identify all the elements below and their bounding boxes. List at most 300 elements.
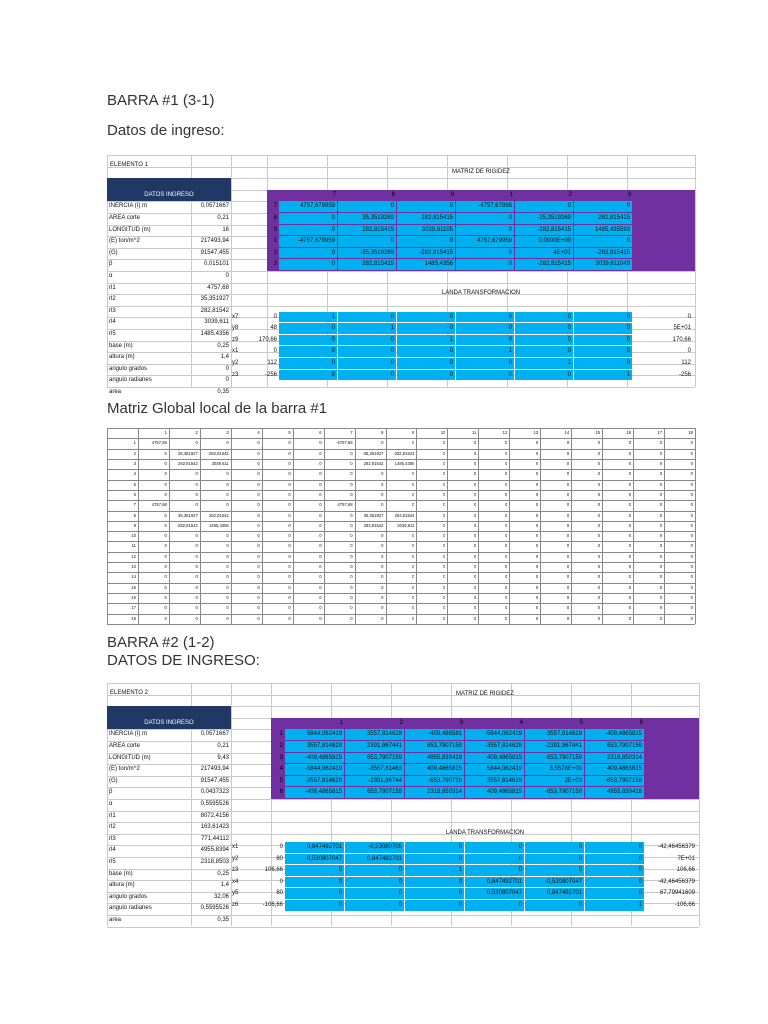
global-cell: 0 [474, 491, 477, 497]
dof-label: x1 [232, 843, 239, 850]
matrix-row-header: 7 [273, 203, 277, 210]
global-cell: 0 [597, 553, 601, 559]
matrix-cell: -2391,967441 [544, 743, 582, 749]
global-cell: 3039,611 [211, 460, 229, 466]
landa-cell: 0 [458, 855, 462, 862]
global-cell: 0 [195, 584, 198, 590]
global-cell: 0 [690, 553, 693, 559]
global-col-header: 18 [688, 430, 693, 435]
global-cell: 0 [597, 615, 601, 621]
param-value: 3039,611 [204, 319, 229, 326]
param-label: β [109, 261, 113, 268]
landa-cell: 0 [458, 901, 462, 908]
param-label: area [109, 917, 122, 923]
global-cell: 0 [257, 440, 260, 446]
param-value: 35,351927 [200, 296, 229, 303]
param-label: base (m) [109, 870, 133, 877]
spreadsheet-barra-2 [107, 683, 699, 926]
global-cell: 0 [535, 533, 539, 539]
landa-cell: 0 [331, 325, 335, 332]
global-cell: 0 [319, 584, 322, 590]
dof-value: 0 [273, 348, 277, 355]
global-cell: 0 [690, 605, 693, 611]
landa-cell: 0 [638, 855, 642, 862]
global-cell: 0 [659, 543, 663, 549]
grid-line [107, 927, 699, 928]
landa-cell: 0 [638, 890, 642, 897]
matrix-cell: -282,815415 [537, 261, 571, 268]
dof-value: 112 [267, 360, 277, 366]
global-cell: 0 [288, 605, 291, 611]
global-cell: 0 [257, 471, 260, 477]
matrix-cell: 3557,814628 [486, 777, 522, 784]
matrix-col-header: 2 [399, 719, 403, 726]
global-cell: 0 [474, 512, 477, 518]
global-cell: 0 [350, 615, 353, 621]
global-cell: 0 [319, 553, 322, 559]
global-cell: 0 [535, 460, 539, 466]
global-cell: 0 [319, 543, 322, 549]
global-cell: 0 [566, 574, 570, 580]
global-cell: 0 [443, 481, 446, 487]
matrix-cell: -653,7907159 [544, 789, 582, 796]
matrix-cell: 0 [567, 203, 571, 210]
dof-label: y8 [232, 325, 239, 332]
dof-label: x1 [232, 348, 239, 355]
global-cell: 0 [659, 615, 663, 621]
matrix-cell: -282,815415 [596, 249, 630, 256]
matrix-cell: 0 [508, 261, 512, 268]
global-cell: 0 [226, 502, 229, 508]
global-col-header: 13 [533, 430, 539, 435]
global-cell: 0 [504, 471, 508, 477]
matrix-cell: 3557,814628 [366, 731, 402, 738]
matrix-cell: 0 [331, 261, 335, 268]
landa-cell: 0 [331, 360, 335, 366]
matrix-cell: 282,815415 [421, 215, 453, 221]
global-cell: 0 [319, 450, 322, 456]
global-cell: 0 [164, 564, 167, 570]
matrix-cell: -3557,814628 [484, 743, 522, 749]
landa-cell: 0 [508, 325, 512, 332]
global-cell: 282,81542 [394, 512, 415, 518]
global-cell: 0 [597, 471, 601, 477]
global-cell: 0 [474, 595, 477, 601]
global-cell: 0 [628, 584, 632, 590]
global-cell: 0 [535, 553, 539, 559]
global-col-header: 6 [319, 430, 322, 435]
global-row-header: 9 [133, 522, 136, 528]
landa-cell: 0 [508, 360, 512, 366]
matrix-cell: 653,7907159 [366, 754, 402, 761]
result-value: -106,66 [674, 901, 695, 908]
global-cell: 0 [226, 584, 229, 590]
landa-cell: 0 [578, 855, 582, 862]
param-value: 282,81542 [200, 307, 229, 314]
global-cell: 0 [474, 450, 477, 456]
matrix-cell: 0 [626, 238, 630, 245]
global-cell: 0 [504, 481, 508, 487]
global-cell: 0 [350, 481, 353, 487]
global-cell: 0 [381, 553, 384, 559]
matrix-cell: 35,3519269 [362, 215, 394, 221]
global-cell: 0 [566, 564, 570, 570]
landa-cell: 0,847492701 [306, 843, 342, 850]
global-cell: 1485,4356 [208, 522, 229, 528]
global-cell: 0 [474, 605, 477, 611]
grid-line [699, 683, 700, 926]
global-cell: 0 [319, 564, 322, 570]
global-cell: 0 [535, 564, 539, 570]
global-cell: 0 [164, 450, 167, 456]
param-label: (G) [109, 249, 118, 256]
landa-cell: 0 [638, 843, 642, 850]
global-row-header: 4 [133, 471, 136, 477]
global-cell: 0 [350, 512, 353, 518]
global-cell: 0 [628, 450, 632, 456]
global-cell: 0 [443, 512, 446, 518]
global-cell: 0 [164, 512, 167, 518]
param-label: rl2 [109, 296, 116, 303]
matrix-cell: 282,815415 [362, 261, 394, 268]
global-cell: 282,81542 [178, 460, 198, 466]
global-cell: 0 [226, 440, 229, 446]
global-cell: 0 [350, 460, 353, 466]
global-cell: 0 [412, 471, 415, 477]
param-label: AREA corte [109, 743, 141, 749]
global-row-header: 2 [133, 450, 136, 456]
matrix-row-header: 4 [279, 766, 283, 773]
global-cell: 0 [628, 615, 632, 621]
global-cell: 0 [350, 584, 353, 590]
matrix-row-header: 2 [273, 249, 277, 256]
global-cell: 0 [690, 574, 693, 580]
global-cell: 0 [474, 481, 477, 487]
global-cell: 0 [597, 584, 601, 590]
landa-cell: 0 [331, 371, 335, 378]
global-cell: 0 [566, 440, 570, 446]
param-value: 9,43 [217, 754, 229, 761]
landa-cell: 0,847492701 [366, 855, 402, 862]
global-row-header: 8 [133, 512, 136, 518]
global-cell: 0 [566, 533, 570, 539]
global-cell: 0 [690, 450, 693, 456]
global-cell: 0 [350, 553, 353, 559]
landa-cell: 0 [390, 313, 394, 320]
global-cell: 0 [257, 574, 260, 580]
global-cell: 0 [659, 564, 663, 570]
param-value: 0,0571667 [200, 731, 229, 738]
global-cell: 0 [257, 533, 260, 539]
matrix-cell: 3039,611049 [595, 261, 630, 268]
global-cell: 0 [690, 543, 693, 549]
global-cell: 0 [659, 440, 663, 446]
matrix-cell: 409,4865815 [486, 754, 522, 761]
matrix-cell: 5844,062419 [486, 766, 522, 773]
global-col-header: 1 [164, 430, 167, 435]
global-cell: 0 [288, 481, 291, 487]
matrix-cell: 3039,61105 [421, 226, 453, 233]
global-cell: 0 [288, 543, 291, 549]
matrix-cell: 282,815415 [598, 215, 630, 221]
matrix-cell: -5844,062419 [304, 766, 342, 773]
global-cell: 0 [690, 615, 693, 621]
global-cell: 0 [226, 564, 229, 570]
result-value: 106,66 [676, 867, 695, 874]
global-cell: 0 [628, 595, 632, 601]
global-col-header: 4 [257, 430, 260, 435]
landa-cell: 1 [449, 336, 453, 343]
global-row-header: 15 [131, 584, 136, 590]
global-col-header: 16 [626, 430, 632, 435]
global-cell: 0 [288, 460, 291, 466]
grid-line [107, 683, 699, 684]
global-cell: 0 [319, 522, 322, 528]
global-col-header: 8 [381, 430, 384, 435]
matrix-cell: 409,4865815 [486, 789, 522, 796]
landa-cell: 0 [567, 371, 571, 378]
global-cell: 0 [381, 491, 384, 497]
matrix-cell: -2391,96744 [368, 777, 402, 784]
landa-cell: 0 [398, 867, 402, 874]
matrix-cell: -4757,679959 [297, 238, 335, 245]
landa-cell: 0 [338, 878, 342, 885]
global-cell: 0 [504, 595, 508, 601]
global-cell: 0 [504, 522, 508, 528]
global-cell: 0 [628, 502, 632, 508]
param-value: 4955,8394 [200, 847, 229, 854]
global-cell: 0 [350, 491, 353, 497]
landa-cell: 0 [518, 843, 522, 850]
dof-label: z3 [232, 371, 239, 378]
global-cell: 0 [164, 491, 167, 497]
global-cell: 35,351927 [363, 512, 384, 518]
global-cell: 0 [257, 491, 260, 497]
param-label: base (m) [109, 342, 133, 349]
global-row-header: 13 [131, 564, 136, 570]
global-cell: 0 [628, 522, 632, 528]
global-cell: 0 [350, 471, 353, 477]
global-cell: 0 [690, 440, 693, 446]
grid-line [695, 428, 696, 624]
dof-value: 80 [276, 855, 283, 862]
dof-label: x7 [232, 313, 239, 320]
global-col-header: 2 [195, 430, 198, 435]
global-cell: 0 [350, 543, 353, 549]
global-cell: 0 [535, 522, 539, 528]
global-cell: 4757,68 [151, 502, 167, 508]
param-value: 0,015101 [203, 261, 229, 268]
global-cell: 0 [381, 595, 384, 601]
param-value: 1,4 [220, 882, 229, 889]
global-cell: 0 [257, 481, 260, 487]
global-cell: 0 [257, 605, 260, 611]
global-cell: 0 [164, 543, 167, 549]
global-cell: 0 [504, 450, 508, 456]
global-cell: 0 [226, 471, 229, 477]
dof-label: z3 [232, 867, 239, 874]
landa-cell: 0 [518, 901, 522, 908]
result-value: 7E+01 [677, 855, 695, 862]
global-cell: 0 [288, 564, 291, 570]
global-cell: 0 [659, 450, 663, 456]
matrix-cell: 3,5578E+03 [549, 766, 582, 773]
global-cell: 0 [597, 512, 601, 518]
global-cell: 0 [628, 543, 632, 549]
param-label: angulo grados [109, 893, 148, 900]
param-value: 0,0571667 [200, 203, 229, 210]
param-value: 0 [225, 377, 229, 384]
global-cell: 0 [288, 574, 291, 580]
global-cell: 0 [690, 512, 693, 518]
global-cell: 0 [350, 595, 353, 601]
param-label: altura (m) [109, 882, 135, 889]
datos-title: DATOS INGRESO [144, 191, 194, 198]
global-cell: 0 [443, 543, 446, 549]
global-cell: -35,351927 [362, 450, 384, 456]
transform-title: LANDA TRANSFORMACION [445, 830, 525, 836]
global-cell: 282,81542 [363, 460, 384, 466]
landa-cell: 0 [390, 348, 394, 355]
global-cell: 0 [257, 553, 260, 559]
grid-line [107, 624, 695, 625]
global-cell: 0 [474, 553, 477, 559]
param-value: 0,0437323 [200, 789, 229, 796]
global-cell: 0 [566, 553, 570, 559]
matrix-col-header: 8 [391, 191, 395, 198]
dof-value: 106,66 [264, 867, 283, 874]
landa-cell: 0 [578, 843, 582, 850]
global-cell: 0 [381, 543, 384, 549]
global-cell: 0 [690, 564, 693, 570]
global-cell: 0 [319, 533, 322, 539]
global-cell: 0 [195, 533, 198, 539]
global-cell: 0 [412, 543, 415, 549]
global-cell: 0 [195, 553, 198, 559]
global-cell: 0 [443, 440, 446, 446]
global-cell: 0 [288, 450, 291, 456]
param-label: (G) [109, 777, 118, 784]
landa-cell: 0 [626, 313, 630, 320]
global-cell: 0 [195, 440, 198, 446]
landa-cell: 0,530807047 [486, 890, 522, 897]
dof-label: y2 [232, 360, 239, 366]
matrix-cell: 0 [449, 238, 453, 245]
result-value: -42,46456379 [657, 878, 695, 885]
landa-cell: 0 [338, 901, 342, 908]
global-cell: 0 [288, 471, 291, 477]
global-cell: 0 [690, 471, 693, 477]
matrix-col-header: 3 [459, 719, 463, 726]
global-cell: 0 [566, 615, 570, 621]
param-label: area [109, 389, 122, 395]
global-cell: 0 [597, 460, 601, 466]
global-cell: 0 [597, 491, 601, 497]
param-label: INERCIA (I) m [109, 731, 148, 738]
dof-value: 80 [276, 890, 283, 897]
global-cell: 0 [504, 615, 508, 621]
global-cell: 0 [350, 605, 353, 611]
global-cell: 0 [443, 574, 446, 580]
global-matrix-grid [107, 428, 695, 624]
global-cell: 0 [566, 584, 570, 590]
param-value: 16 [222, 226, 229, 233]
matrix-cell: 1485,435593 [594, 226, 630, 233]
param-label: rl3 [109, 307, 116, 314]
param-label: rl4 [109, 847, 116, 854]
global-cell: 0 [628, 512, 632, 518]
result-value: 112 [681, 360, 691, 366]
global-cell: 0 [628, 440, 632, 446]
global-cell: 0 [195, 471, 198, 477]
global-cell: 0 [474, 460, 477, 466]
param-value: 771,44112 [201, 835, 229, 842]
global-cell: 0 [381, 502, 384, 508]
param-value: 0,5595526 [200, 905, 229, 912]
global-cell: -4757,68 [336, 440, 353, 446]
global-cell: 0 [597, 574, 601, 580]
heading-datos-ingreso: Datos de ingreso: [107, 122, 225, 139]
global-cell: 282,81542 [208, 512, 229, 518]
global-cell: 0 [443, 564, 446, 570]
global-cell: 0 [412, 502, 415, 508]
matrix-cell: 0 [390, 238, 394, 245]
global-cell: 0 [381, 574, 384, 580]
global-cell: 3039,611 [397, 522, 415, 528]
global-cell: 0 [164, 615, 167, 621]
matrix-row-header: 8 [273, 215, 277, 221]
matrix-cell: 282,815415 [362, 226, 394, 233]
dof-value: -106,66 [262, 901, 283, 908]
global-cell: 282,81542 [363, 522, 384, 528]
param-label: (E) ton/m^2 [109, 766, 140, 773]
global-cell: 0 [195, 491, 198, 497]
global-cell: 0 [443, 615, 446, 621]
global-cell: 0 [659, 553, 663, 559]
param-label: rl3 [109, 835, 116, 842]
matrix-row-header: 2 [279, 743, 283, 749]
heading-barra-1: BARRA #1 (3-1) [107, 92, 215, 109]
landa-cell: 0 [508, 336, 512, 343]
global-row-header: 18 [131, 615, 136, 621]
param-label: LONGITUD (m) [109, 226, 151, 233]
matrix-row-header: 5 [279, 777, 283, 784]
global-cell: 0 [659, 481, 663, 487]
param-value: 217493,94 [200, 766, 229, 773]
matrix-cell: -409,486581 [428, 731, 462, 738]
landa-cell: 0 [449, 371, 453, 378]
matrix-cell: 0 [508, 215, 512, 221]
global-cell: 0 [659, 460, 663, 466]
global-cell: 0 [659, 502, 663, 508]
global-col-header: 7 [350, 430, 353, 435]
global-row-header: 17 [131, 605, 136, 611]
param-value: 1,4 [220, 354, 229, 361]
matrix-cell: 2318,850314 [426, 789, 462, 796]
landa-cell: 0 [626, 325, 630, 332]
global-cell: 0 [566, 481, 570, 487]
global-cell: 0 [504, 564, 508, 570]
global-cell: 0 [381, 584, 384, 590]
matrix-title: MATRIZ DE RIGIDEZ [452, 168, 510, 175]
landa-cell: 0 [638, 878, 642, 885]
landa-cell: 0,847492701 [486, 878, 522, 885]
global-cell: 0 [443, 533, 446, 539]
param-label: rl2 [109, 824, 116, 831]
landa-cell: 0 [338, 890, 342, 897]
datos-title: DATOS INGRESO [144, 719, 194, 726]
global-cell: 0 [474, 543, 477, 549]
